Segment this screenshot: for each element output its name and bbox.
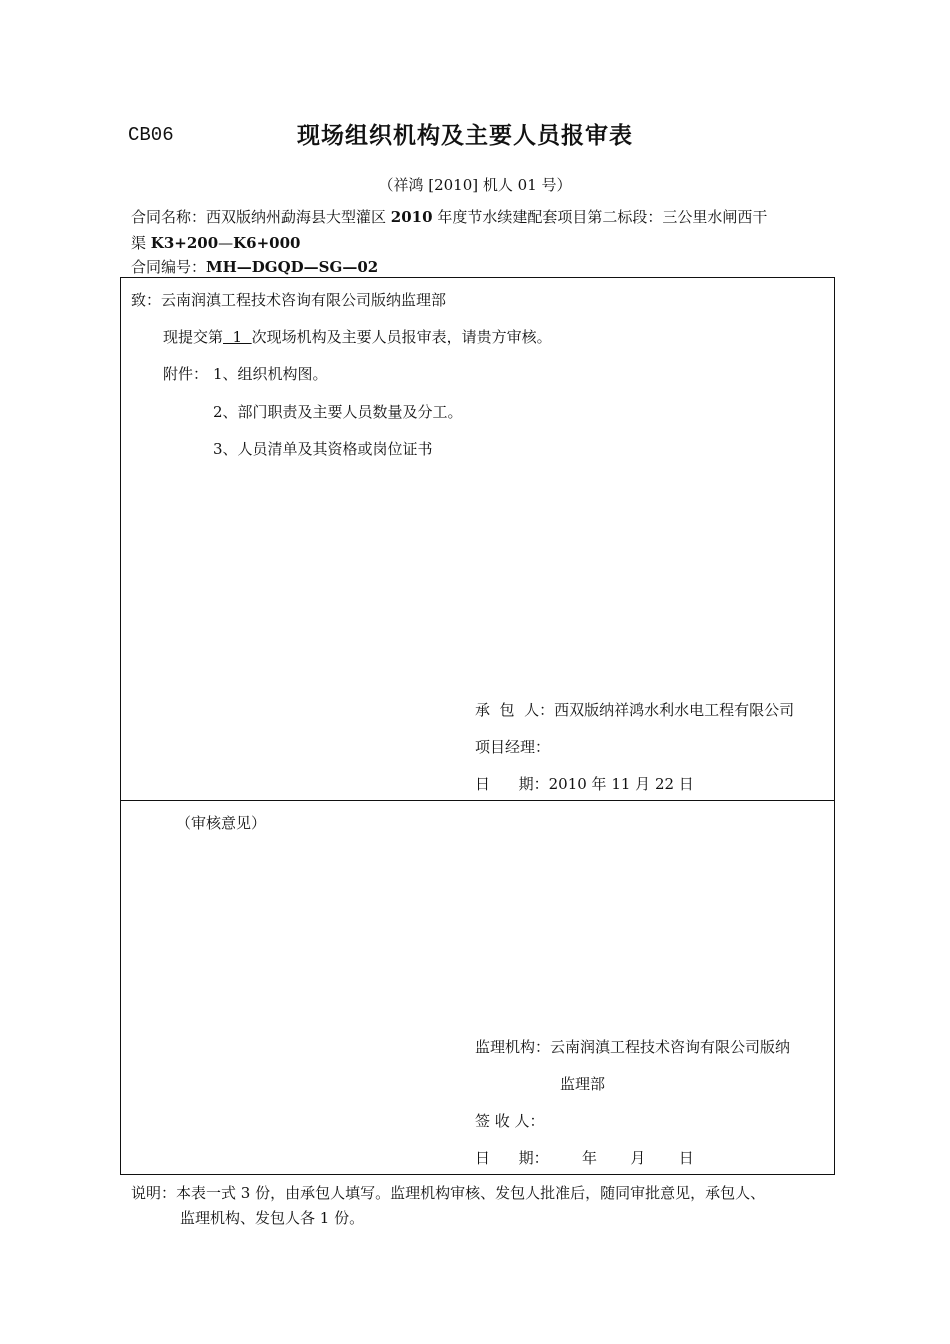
signer-label: 签 收 人： [475,1112,545,1130]
agency-value-line2: 监理部 [560,1075,606,1093]
addressee-value: 云南润滇工程技术咨询有限公司版纳监理部 [161,291,447,309]
page-title: 现场组织机构及主要人员报审表 [297,123,633,149]
supervision-agency [475,1036,790,1057]
agency-value: 云南润滇工程技术咨询有限公司版纳 [550,1038,791,1056]
contract-number-value: MH—DGQD—SG—02 [206,258,379,276]
date-value: 2010 年 11 月 22 日 [548,775,694,793]
contract-name-text: 西双版纳州勐海县大型灌区 [206,208,391,226]
document-number: （祥鸿 [2010] 机人 01 号） [378,176,572,194]
submission-count: 1 [223,328,252,346]
note-text: 本表一式 3 份，由承包人填写。监理机构审核、发包人批准后，随同审批意见，承包人、 [176,1184,766,1202]
contract-number-label: 合同编号： [131,258,207,276]
submission-date [475,773,694,794]
note-label: 说明： [131,1184,177,1202]
contract-name-text-3: 渠 [131,234,151,252]
contract-name-line1 [131,206,767,227]
review-opinion-label: （审核意见） [176,814,267,832]
agency-label: 监理机构： [475,1038,551,1056]
submission-statement [163,326,552,347]
contractor-value: 西双版纳祥鸿水利水电工程有限公司 [554,701,795,719]
contract-section-start: K3+200 [150,234,219,252]
contract-name-label: 合同名称： [131,208,207,226]
contract-year: 2010 [390,208,433,226]
project-manager-label: 项目经理： [475,738,551,756]
attachment-label: 附件： [163,365,209,383]
contractor-label: 承 包 人： [475,701,555,719]
note-line1 [131,1182,765,1203]
note-line2: 监理机构、发包人各 1 份。 [180,1209,365,1227]
attachment-item: 3、人员清单及其资格或岗位证书 [213,440,433,458]
statement-pre: 现提交第 [163,328,224,346]
statement-post: 次现场机构及主要人员报审表，请贵方审核。 [251,328,552,346]
contract-section-dash: — [218,234,234,252]
review-date-blank: 年 月 日 [548,1149,694,1167]
contract-number [131,256,378,277]
contract-name-text-2: 年度节水续建配套项目第二标段：三公里水闸西干 [432,208,768,226]
date-label: 日 期： [475,775,549,793]
review-date-label: 日 期： [475,1149,549,1167]
attachment-item: 1、组织机构图。 [213,365,328,383]
review-date [475,1147,694,1168]
addressee-label: 致： [131,291,162,309]
contract-section-end: K6+000 [233,234,301,252]
addressee [131,289,446,310]
attachment-item: 2、部门职责及主要人员数量及分工。 [213,403,463,421]
contractor [475,699,794,720]
form-code: CB06 [128,124,174,146]
contract-name-line2 [131,232,301,253]
submission-box [120,277,835,801]
